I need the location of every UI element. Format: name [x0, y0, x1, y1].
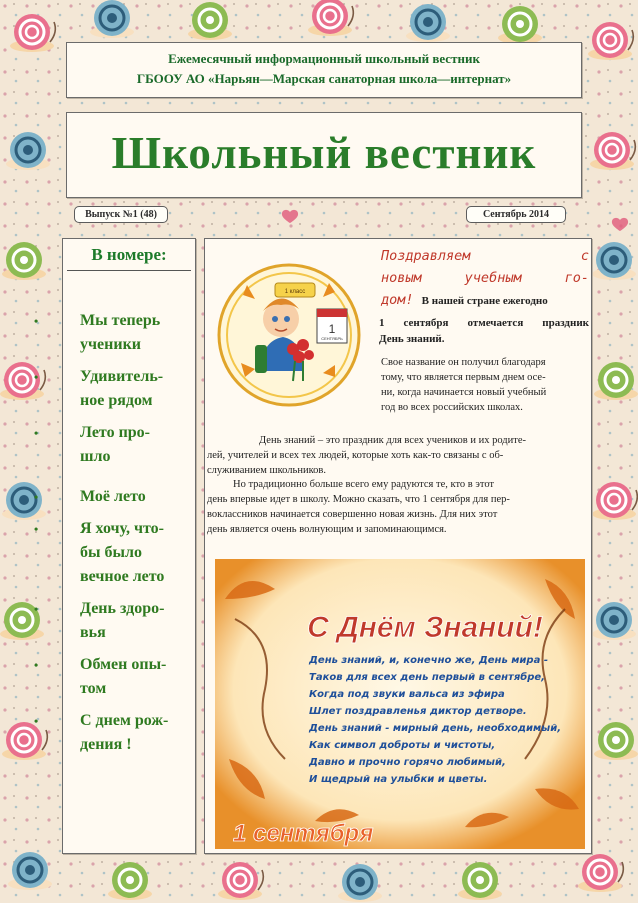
toc-item-line: С днем рож-	[80, 712, 169, 729]
toc-item-line: Обмен опы-	[80, 656, 167, 673]
poem-line: День знаний - мирный день, необходимый,	[309, 723, 562, 734]
toc-item-line: дения !	[80, 736, 132, 753]
bullet-icon: •	[34, 370, 39, 384]
toc-item[interactable]	[34, 365, 192, 413]
text-line: Свое название он получил благодаря	[381, 357, 546, 368]
poem-line: Таков для всех день первый в сентябре,	[309, 672, 545, 683]
toc-item[interactable]	[34, 309, 192, 357]
congratulations-heading	[381, 245, 589, 312]
newspaper-title: Школьный вестник	[111, 128, 537, 178]
paragraph-first-graders	[207, 477, 589, 537]
bullet-icon: •	[34, 490, 39, 504]
lead-paragraph	[379, 315, 589, 347]
text-line: год во всех российских школах.	[381, 402, 523, 413]
toc-item[interactable]	[34, 517, 192, 589]
toc-item-line: Моё лето	[80, 488, 146, 505]
toc-item[interactable]	[34, 421, 192, 469]
bullet-icon: •	[34, 522, 39, 536]
bullet-icon: •	[34, 714, 39, 728]
poem-line: Как символ доброты и чистоты,	[309, 740, 496, 751]
toc-item-line: Мы теперь	[80, 312, 161, 329]
toc-item-line: ученики	[80, 336, 141, 353]
text-line: ни, когда начинается новый учебный	[381, 387, 547, 398]
toc-item[interactable]	[34, 485, 192, 509]
bullet-icon: •	[34, 314, 39, 328]
text-line: лей, учителей и всех тех людей, которые хоть как-то связаны с об-	[207, 450, 504, 461]
bullet-icon: •	[34, 658, 39, 672]
text-line: день является очень волнующим и запоминающимся.	[207, 524, 447, 535]
text-line: День знаний – это праздник для всех учеников и их родите-	[259, 435, 526, 446]
toc-item-line: вечное лето	[80, 568, 165, 585]
first-grader-illustration	[217, 253, 365, 411]
toc-item-line: том	[80, 680, 107, 697]
toc-item[interactable]	[34, 597, 192, 645]
bullet-icon: •	[34, 602, 39, 616]
lead-tail: В нашей стране ежегодно	[421, 295, 548, 307]
toc-item-line: Удивитель-	[80, 368, 164, 385]
toc-item-line: День здоро-	[80, 600, 165, 617]
congrats-line: новым учебным го-	[381, 270, 589, 286]
text-line: тому, что является первым днем осе-	[381, 372, 546, 383]
title-box	[66, 112, 582, 198]
poem-line: Шлет поздравленья диктор детворе.	[309, 706, 527, 717]
card-heading: С Днём Знаний!	[307, 611, 543, 644]
card-footer: 1 сентября	[233, 820, 374, 847]
masthead-line-2: ГБООУ АО «Нарьян—Марская санаторная школа—интернат»	[136, 71, 512, 86]
poem-line: И щедрый на улыбки и цветы.	[309, 774, 488, 785]
congrats-line: дом!	[381, 292, 414, 308]
toc-divider	[67, 270, 191, 271]
masthead-line-1: Ежемесячный информационный школьный вестник	[168, 51, 480, 66]
sign-label: 1 класс	[284, 289, 306, 295]
toc-item[interactable]	[34, 653, 192, 701]
poem-line: Когда под звуки вальса из эфира	[309, 689, 505, 700]
toc-heading: В номере:	[91, 245, 167, 264]
text-line: служиванием школьников.	[207, 465, 326, 476]
toc-item-line: вья	[80, 624, 106, 641]
name-origin-paragraph	[381, 355, 585, 415]
knowledge-day-card	[215, 559, 585, 849]
toc-item-line: шло	[80, 448, 111, 465]
toc-item-line: ное рядом	[80, 392, 153, 409]
issue-number: Выпуск №1 (48)	[74, 206, 168, 223]
lead-line: День знаний.	[379, 333, 445, 345]
paragraph-knowledge-day	[207, 433, 589, 478]
table-of-contents	[34, 238, 196, 854]
toc-item[interactable]	[34, 709, 192, 757]
main-article	[204, 238, 592, 854]
issue-date: Сентябрь 2014	[466, 206, 566, 223]
calendar-day: 1	[328, 322, 336, 336]
text-line: Но традиционно больше всего ему радуются те, кто в этот	[233, 479, 495, 490]
text-line: воклассников начинается совершенно новая жизнь. Для них этот	[207, 509, 498, 520]
poem-line: День знаний, и, конечно же, День мира -	[309, 655, 548, 666]
text-line: день впервые идет в школу. Можно сказать, что 1 сентября для пер-	[207, 494, 510, 505]
poem-line: Давно и прочно горячо любимый,	[309, 757, 506, 768]
toc-item-line: бы было	[80, 544, 142, 561]
congrats-line: Поздравляем с	[381, 248, 589, 264]
bullet-icon: •	[34, 426, 39, 440]
calendar-month: СЕНТЯБРЬ	[321, 336, 343, 341]
masthead-box	[66, 42, 582, 98]
toc-item-line: Я хочу, что-	[80, 520, 164, 537]
lead-line: 1 сентября отмечается праздник	[379, 317, 589, 329]
toc-item-line: Лето про-	[80, 424, 151, 441]
